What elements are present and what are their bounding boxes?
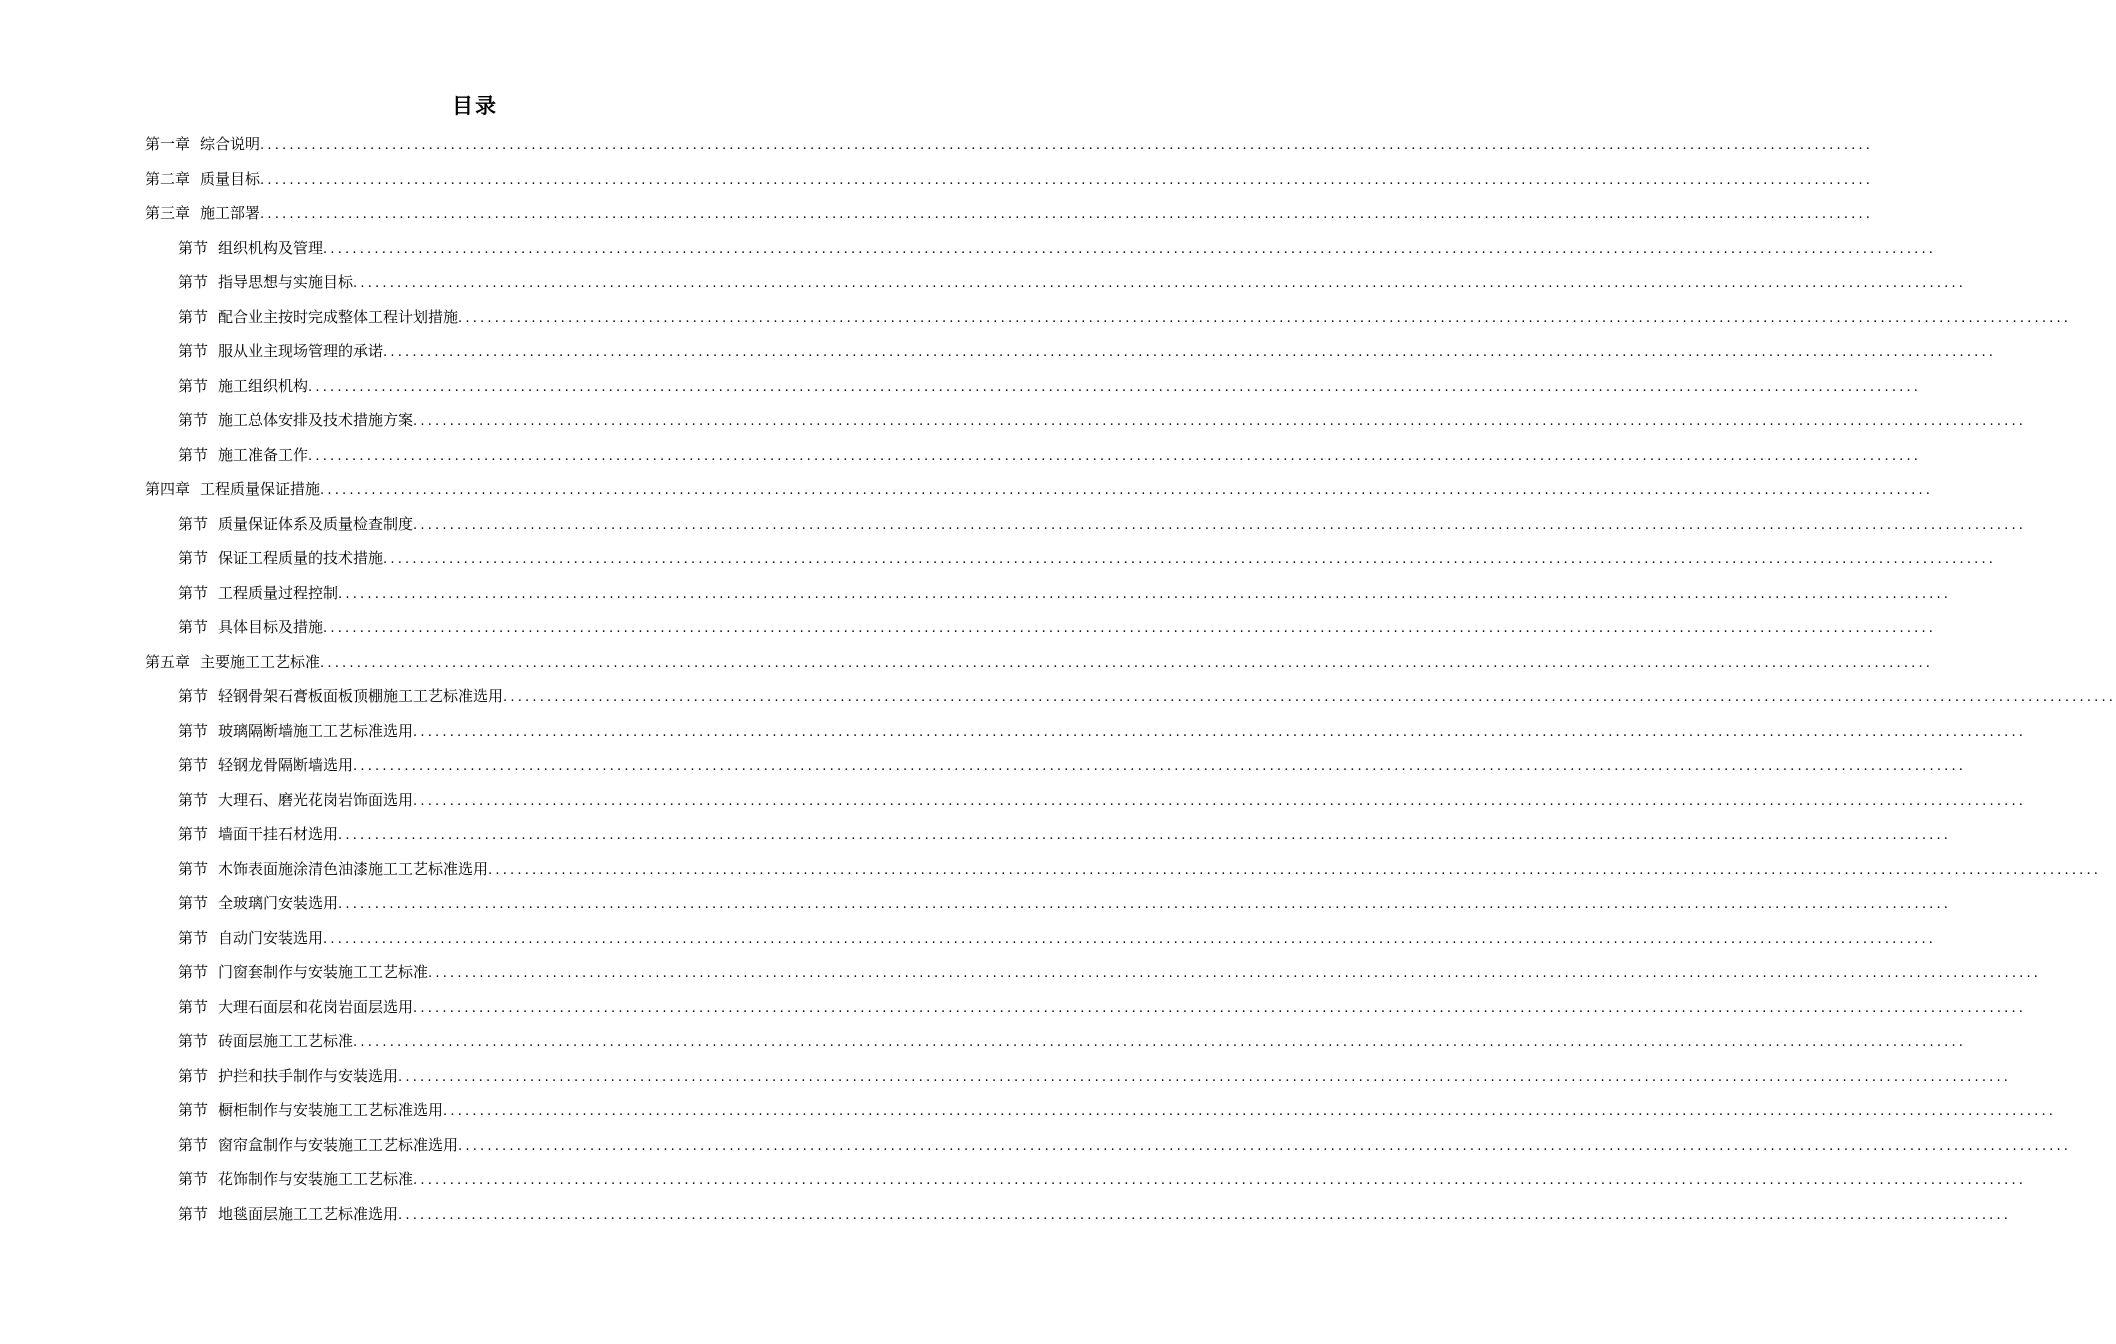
toc-entry-text: 砖面层施工工艺标准 <box>218 1032 354 1050</box>
dot-leader: ............................................................................................................................................................................................................................ <box>458 310 2072 326</box>
toc-section-entry[interactable] <box>145 817 1952 852</box>
toc-section-entry[interactable] <box>145 541 1997 576</box>
toc-entry-label: 第节 <box>178 928 209 947</box>
dot-leader: ............................................................................................................................................................................................................................ <box>338 897 1952 912</box>
toc-entry-label: 第三章 <box>145 204 191 222</box>
dot-leader: ............................................................................................................................................................................................................................ <box>320 483 1934 498</box>
toc-entry-label: 第节 <box>178 1101 209 1119</box>
dot-leader: ............................................................................................................................................................................................................................ <box>413 793 2027 809</box>
page-title: 目录 <box>452 94 498 118</box>
toc-entry-label: 第五章 <box>145 652 191 671</box>
toc-entry-text: 施工准备工作 <box>218 445 309 464</box>
toc-entry-label: 第节 <box>178 514 209 533</box>
toc-entry-text: 大理石面层和花岗岩面层选用 <box>218 997 414 1016</box>
toc-entry-text: 指导思想与实施目标 <box>218 273 354 291</box>
toc-entry-text: 门窗套制作与安装施工工艺标准 <box>218 963 429 981</box>
toc-section-entry[interactable] <box>145 955 2042 990</box>
toc-section-entry[interactable] <box>145 748 1967 783</box>
toc-entry-label: 第节 <box>178 549 209 567</box>
toc-entry-text: 轻钢龙骨隔断墙选用 <box>218 756 354 774</box>
toc-entry-label: 第节 <box>178 1135 209 1154</box>
toc-entry-text: 施工部署 <box>200 204 261 222</box>
toc-entry-label: 第节 <box>178 618 209 636</box>
toc-entry-text: 自动门安装选用 <box>218 928 324 947</box>
toc-chapter-entry[interactable] <box>145 196 1874 231</box>
toc-section-entry[interactable] <box>145 1093 2057 1128</box>
toc-entry-text: 玻璃隔断墙施工工艺标准选用 <box>218 721 414 740</box>
dot-leader: ............................................................................................................................................................................................................................ <box>338 828 1952 843</box>
toc-chapter-entry[interactable] <box>145 127 1874 162</box>
toc-chapter-entry[interactable] <box>145 162 1874 197</box>
toc-entry-label: 第节 <box>178 825 209 843</box>
toc-entry-text: 施工总体安排及技术措施方案 <box>218 411 414 429</box>
toc-chapter-entry[interactable] <box>145 472 1934 507</box>
dot-leader: ............................................................................................................................................................................................................................ <box>260 138 1874 153</box>
toc-entry-text: 质量保证体系及质量检查制度 <box>218 514 414 533</box>
toc-section-entry[interactable] <box>145 334 1997 369</box>
dot-leader: ............................................................................................................................................................................................................................ <box>503 690 2116 705</box>
toc-section-entry[interactable] <box>145 714 2027 749</box>
toc-entry-label: 第节 <box>178 963 209 981</box>
toc-entry-text: 质量目标 <box>200 169 261 188</box>
toc-section-entry[interactable] <box>145 783 2027 818</box>
dot-leader: ............................................................................................................................................................................................................................ <box>383 552 1997 567</box>
dot-leader: ............................................................................................................................................................................................................................ <box>413 1173 2027 1188</box>
toc-entry-label: 第二章 <box>145 169 191 188</box>
toc-entry-label: 第节 <box>178 687 209 705</box>
toc-entry-label: 第节 <box>178 1066 209 1085</box>
toc-section-entry[interactable] <box>145 1128 2072 1163</box>
dot-leader: ............................................................................................................................................................................................................................ <box>413 724 2027 740</box>
toc-entry-label: 第节 <box>178 894 209 912</box>
dot-leader: ............................................................................................................................................................................................................................ <box>383 345 1997 360</box>
toc-entry-label: 第节 <box>178 376 209 395</box>
toc-entry-text: 全玻璃门安装选用 <box>218 894 339 912</box>
dot-leader: ............................................................................................................................................................................................................................ <box>338 586 1952 602</box>
dot-leader: ............................................................................................................................................................................................................................ <box>443 1104 2057 1119</box>
toc-section-entry[interactable] <box>145 369 1922 404</box>
toc-section-entry[interactable] <box>145 852 2102 887</box>
dot-leader: ............................................................................................................................................................................................................................ <box>413 414 2027 429</box>
toc-section-entry[interactable] <box>145 921 1937 956</box>
toc-entry-text: 配合业主按时完成整体工程计划措施 <box>218 307 459 326</box>
toc-chapter-entry[interactable] <box>145 645 1934 680</box>
toc-entry-label: 第节 <box>178 1032 209 1050</box>
dot-leader: ............................................................................................................................................................................................................................ <box>320 655 1934 671</box>
toc-section-entry[interactable] <box>145 265 1967 300</box>
toc-entry-label: 第节 <box>178 583 209 602</box>
toc-entry-text: 墙面干挂石材选用 <box>218 825 339 843</box>
toc-section-entry[interactable] <box>145 1024 1967 1059</box>
toc-section-entry[interactable] <box>145 610 1937 645</box>
toc-section-entry[interactable] <box>145 886 1952 921</box>
dot-leader: ............................................................................................................................................................................................................................ <box>413 517 2027 533</box>
toc-entry-text: 施工组织机构 <box>218 376 309 395</box>
toc-entry-label: 第节 <box>178 342 209 360</box>
toc-entry-text: 地毯面层施工工艺标准选用 <box>218 1204 399 1223</box>
toc-entry-label: 第节 <box>178 756 209 774</box>
dot-leader: ............................................................................................................................................................................................................................ <box>413 1000 2027 1016</box>
dot-leader: ............................................................................................................................................................................................................................ <box>323 931 1937 947</box>
toc-entry-label: 第节 <box>178 307 209 326</box>
toc-entry-label: 第节 <box>178 411 209 429</box>
dot-leader: ............................................................................................................................................................................................................................ <box>458 1138 2072 1154</box>
dot-leader: ............................................................................................................................................................................................................................ <box>323 241 1937 257</box>
dot-leader: ............................................................................................................................................................................................................................ <box>428 966 2042 981</box>
toc-entry-text: 护拦和扶手制作与安装选用 <box>218 1066 399 1085</box>
toc-section-entry[interactable] <box>145 403 2027 438</box>
toc-entry-label: 第节 <box>178 445 209 464</box>
toc-entry-label: 第节 <box>178 238 209 257</box>
toc-entry-text: 服从业主现场管理的承诺 <box>218 342 384 360</box>
toc-section-entry[interactable] <box>145 1197 2012 1232</box>
toc-entry-label: 第节 <box>178 997 209 1016</box>
toc-entry-text: 主要施工工艺标准 <box>200 652 321 671</box>
dot-leader: ............................................................................................................................................................................................................................ <box>260 172 1874 188</box>
toc-entry-label: 第节 <box>178 1204 209 1223</box>
toc-entry-text: 综合说明 <box>200 135 261 153</box>
toc-entry-text: 木饰表面施涂清色油漆施工工艺标准选用 <box>218 859 489 878</box>
toc-section-entry[interactable] <box>145 679 2116 714</box>
dot-leader: ............................................................................................................................................................................................................................ <box>260 207 1874 222</box>
dot-leader: ............................................................................................................................................................................................................................ <box>353 1035 1967 1050</box>
toc-entry-text: 工程质量保证措施 <box>200 480 321 498</box>
toc-section-entry[interactable] <box>145 300 2072 335</box>
toc-section-entry[interactable] <box>145 1162 2027 1197</box>
dot-leader: ............................................................................................................................................................................................................................ <box>353 276 1967 291</box>
toc-section-entry[interactable] <box>145 507 2027 542</box>
toc-section-entry[interactable] <box>145 576 1952 611</box>
toc-section-entry[interactable] <box>145 990 2027 1025</box>
toc-entry-text: 组织机构及管理 <box>218 238 324 257</box>
toc-entry-label: 第节 <box>178 273 209 291</box>
toc-entry-text: 具体目标及措施 <box>218 618 324 636</box>
toc-section-entry[interactable] <box>145 1059 2012 1094</box>
toc-entry-label: 第四章 <box>145 480 191 498</box>
toc-entry-text: 工程质量过程控制 <box>218 583 339 602</box>
toc-entry-text: 轻钢骨架石膏板面板顶棚施工工艺标准选用 <box>218 687 504 705</box>
dot-leader: ............................................................................................................................................................................................................................ <box>398 1207 2012 1223</box>
dot-leader: ............................................................................................................................................................................................................................ <box>308 379 1922 395</box>
dot-leader: ............................................................................................................................................................................................................................ <box>323 621 1937 636</box>
toc-section-entry[interactable] <box>145 231 1937 266</box>
dot-leader: ............................................................................................................................................................................................................................ <box>353 759 1967 774</box>
toc-entry-text: 橱柜制作与安装施工工艺标准选用 <box>218 1101 444 1119</box>
dot-leader: ............................................................................................................................................................................................................................ <box>488 862 2102 878</box>
toc-entry-label: 第节 <box>178 790 209 809</box>
toc-entry-text: 保证工程质量的技术措施 <box>218 549 384 567</box>
toc-entry-label: 第节 <box>178 859 209 878</box>
toc-entry-label: 第节 <box>178 721 209 740</box>
table-of-contents <box>145 127 2116 1231</box>
dot-leader: ............................................................................................................................................................................................................................ <box>308 448 1922 464</box>
dot-leader: ............................................................................................................................................................................................................................ <box>398 1069 2012 1085</box>
toc-section-entry[interactable] <box>145 438 1922 473</box>
toc-entry-text: 大理石、磨光花岗岩饰面选用 <box>218 790 414 809</box>
toc-entry-label: 第节 <box>178 1170 209 1188</box>
toc-entry-text: 花饰制作与安装施工工艺标准 <box>218 1170 414 1188</box>
toc-entry-label: 第一章 <box>145 135 191 153</box>
toc-entry-text: 窗帘盒制作与安装施工工艺标准选用 <box>218 1135 459 1154</box>
